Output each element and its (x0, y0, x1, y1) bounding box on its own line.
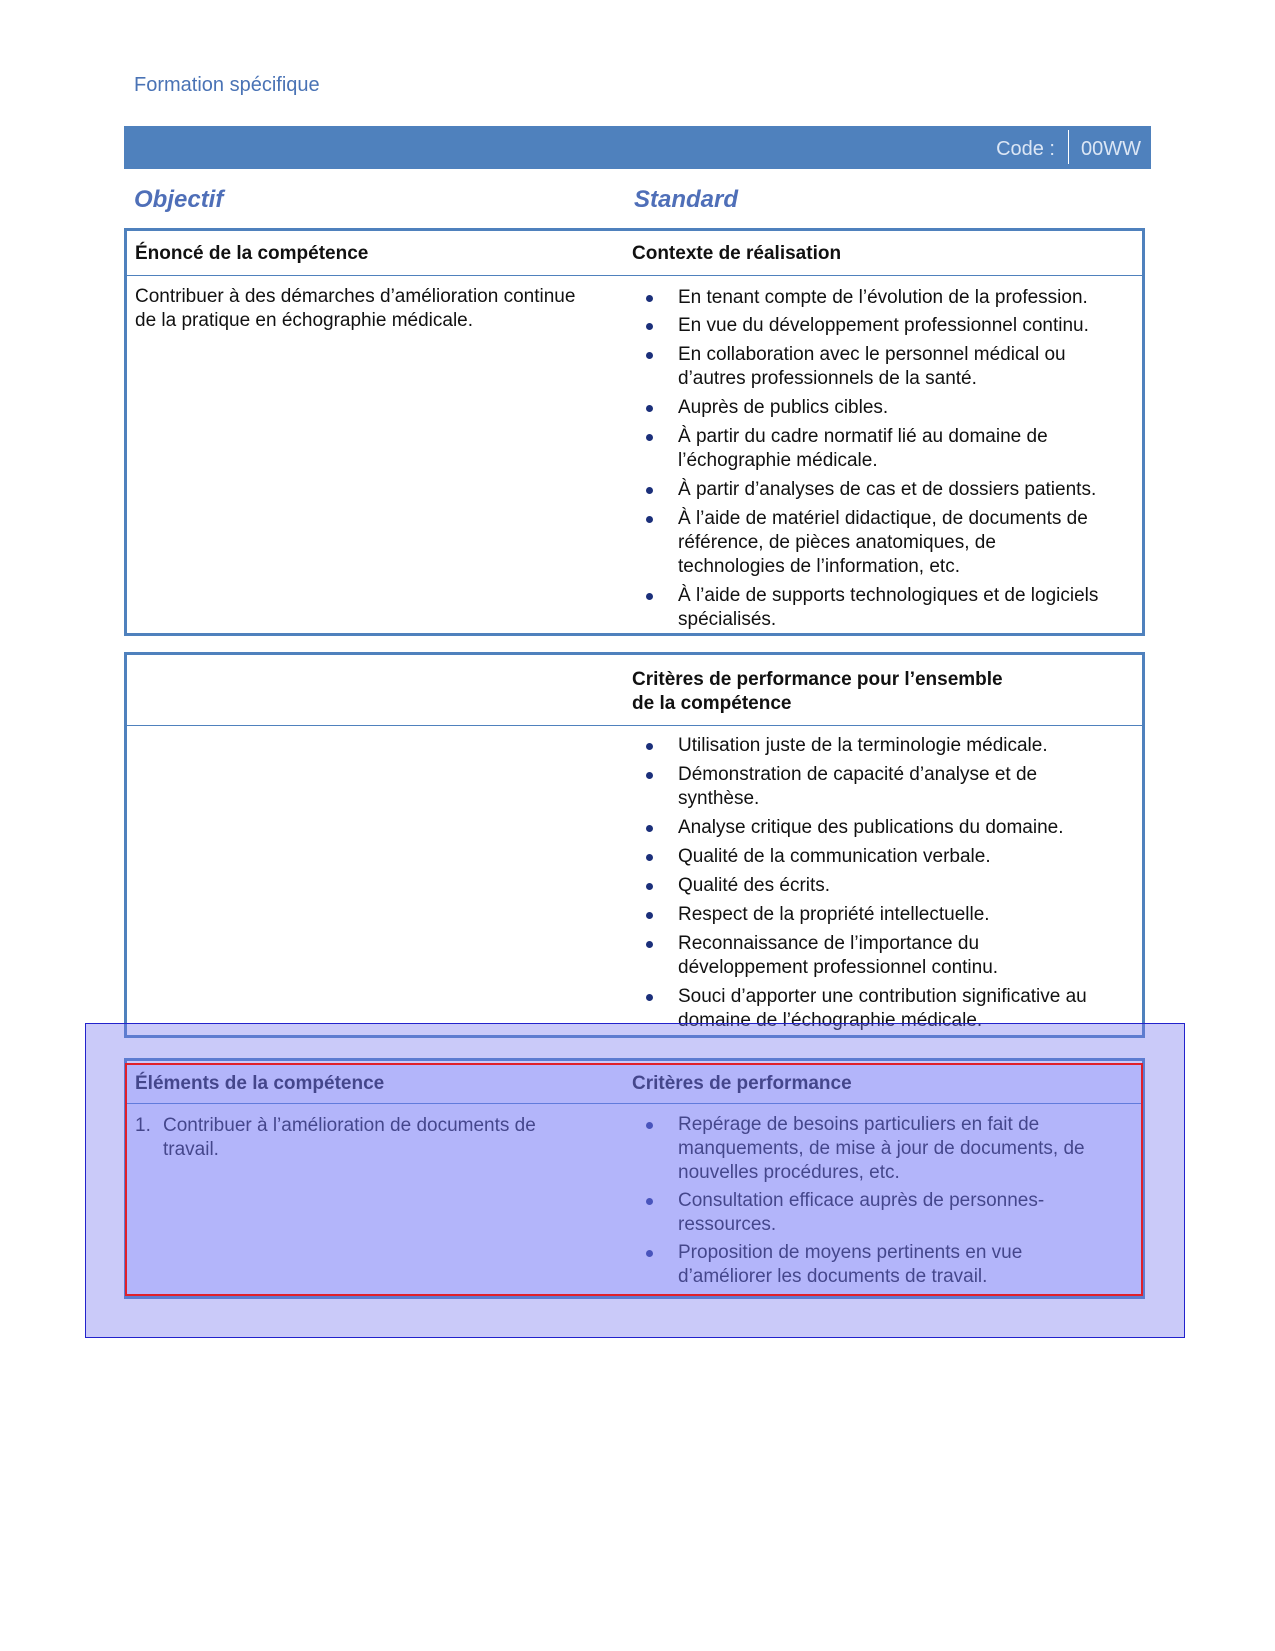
list-item: À l’aide de supports technologiques et de logiciels spécialisés. (640, 584, 1140, 632)
list-item: Repérage de besoins particuliers en fait de manquements, de mise à jour de documents, de nouvelles procédures, etc. (640, 1113, 1140, 1185)
list-item: Démonstration de capacité d’analyse et de synthèse. (640, 763, 1140, 811)
bullet-icon (646, 825, 653, 832)
list-item: À l’aide de matériel didactique, de documents de référence, de pièces anatomiques, de technologies de l’information, etc. (640, 507, 1140, 579)
list-item: Auprès de publics cibles. (640, 396, 1140, 420)
code-divider (1068, 130, 1069, 164)
list-item: Proposition de moyens pertinents en vue d’améliorer les documents de travail. (640, 1241, 1140, 1289)
bullet-icon (646, 434, 653, 441)
bullet-icon (646, 405, 653, 412)
performance-header: Critères de performance (632, 1073, 852, 1094)
list-item: En collaboration avec le personnel médical ou d’autres professionnels de la santé. (640, 343, 1140, 391)
elements-header: Éléments de la compétence (135, 1073, 385, 1094)
bullet-icon (646, 994, 653, 1001)
list-item: À partir du cadre normatif lié au domaine de l’échographie médicale. (640, 425, 1140, 473)
standard-heading: Standard (634, 186, 739, 213)
bullet-icon (646, 593, 653, 600)
bullet-icon (646, 912, 653, 919)
bullet-icon (646, 516, 653, 523)
competence-statement: Contribuer à des démarches d’amélioration continue de la pratique en échographie médicale. (135, 286, 576, 331)
statement-header: Énoncé de la compétence (135, 243, 369, 264)
list-item: Utilisation juste de la terminologie médicale. (640, 734, 1140, 758)
context-header: Contexte de réalisation (632, 243, 842, 264)
list-item: Consultation efficace auprès de personnes- ressources. (640, 1189, 1140, 1237)
competence-element: 1. Contribuer à l’amélioration de documents de travail. (135, 1115, 536, 1160)
overall-criteria-title: Critères de performance pour l’ensemble de la compétence (632, 669, 1003, 714)
selection-focus-frame (125, 1063, 1143, 1296)
bullet-icon (646, 941, 653, 948)
list-item: Qualité des écrits. (640, 874, 1140, 898)
objective-heading: Objectif (134, 186, 224, 213)
list-item: Reconnaissance de l’importance du développement professionnel continu. (640, 932, 1140, 980)
list-item: Analyse critique des publications du domaine. (640, 816, 1140, 840)
bullet-icon (646, 883, 653, 890)
overall-criteria-header (127, 655, 1142, 726)
competence-table-header (127, 231, 1142, 276)
bullet-icon (646, 295, 653, 302)
bullet-icon (646, 772, 653, 779)
code-bar (124, 126, 1151, 169)
bullet-icon (646, 854, 653, 861)
element-number: 1. (135, 1115, 151, 1136)
overall-criteria-list (640, 734, 1140, 1033)
list-item: Respect de la propriété intellectuelle. (640, 903, 1140, 927)
bullet-icon (646, 352, 653, 359)
list-item: Souci d’apporter une contribution significative au domaine de l’échographie médicale. (640, 985, 1140, 1033)
code-value: 00WW (1081, 138, 1141, 160)
code-label: Code : (996, 138, 1055, 160)
list-item: En tenant compte de l’évolution de la profession. (640, 286, 1140, 310)
bullet-icon (646, 487, 653, 494)
list-item: À partir d’analyses de cas et de dossiers patients. (640, 478, 1140, 502)
bullet-icon (646, 323, 653, 330)
context-list (640, 286, 1140, 632)
bullet-icon (646, 743, 653, 750)
section-title: Formation spécifique (134, 74, 320, 96)
list-item: En vue du développement professionnel continu. (640, 314, 1140, 338)
list-item: Qualité de la communication verbale. (640, 845, 1140, 869)
